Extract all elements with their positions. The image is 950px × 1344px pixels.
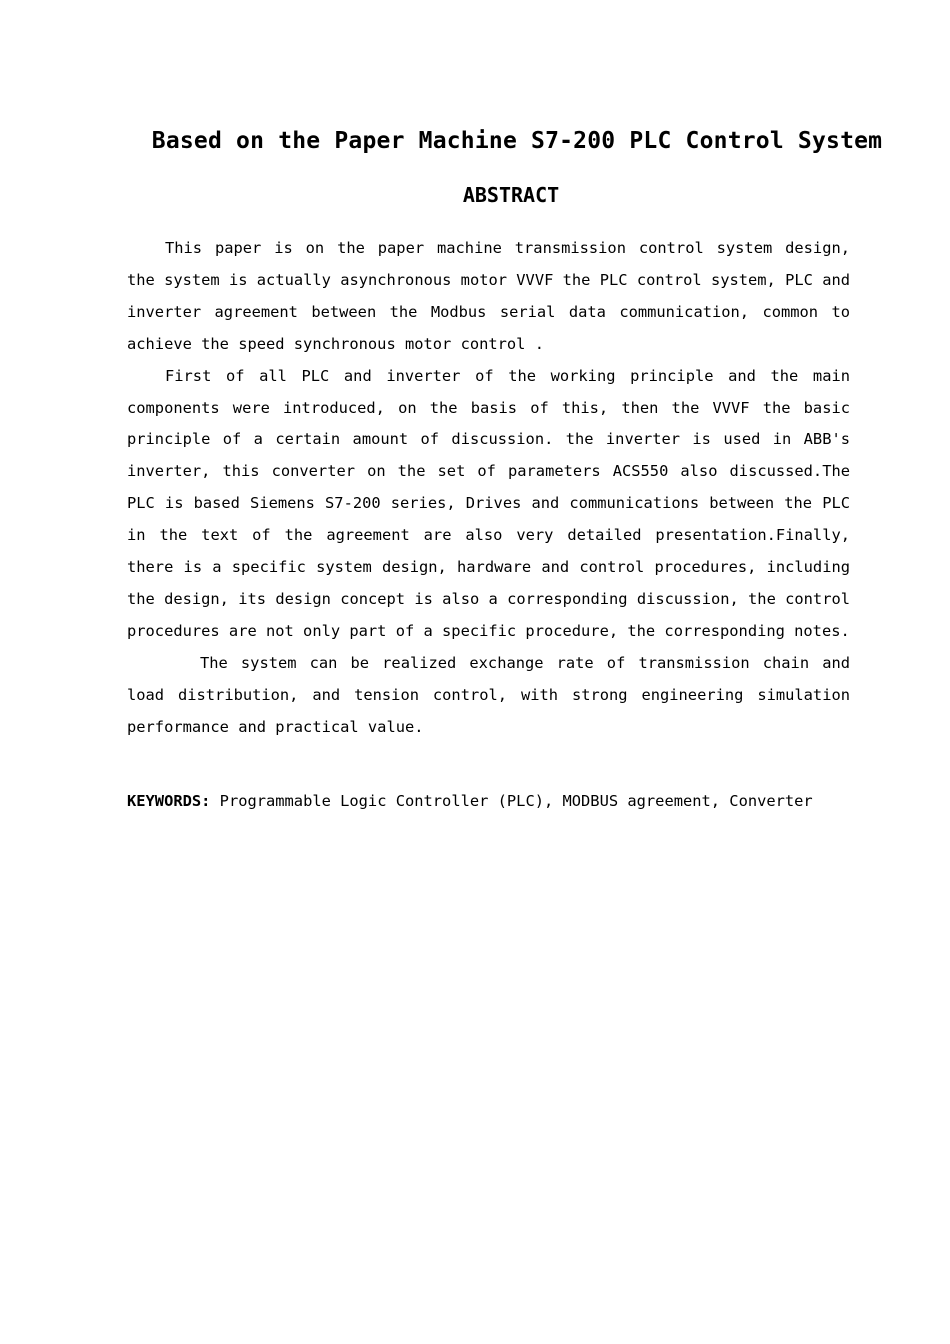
keywords-text: Programmable Logic Controller (PLC), MODBUS agreement, Converter <box>210 792 813 810</box>
abstract-body <box>127 233 850 744</box>
paper-title: Based on the Paper Machine S7-200 PLC Control System <box>151 128 883 154</box>
keywords-label: KEYWORDS: <box>127 792 211 810</box>
abstract-paragraph-3: The system can be realized exchange rate of transmission chain and load distribution, and tension control, with strong engineering simulation performance and practical value. <box>127 653 850 736</box>
keywords-line <box>127 788 887 814</box>
abstract-paragraph-1: This paper is on the paper machine transmission control system design, the system is actually asynchronous motor VVVF the PLC control system, PLC and inverter agreement between the Modbus serial data communication, common to achieve the speed synchronous motor control . <box>127 239 850 353</box>
abstract-heading: ABSTRACT <box>462 183 560 207</box>
abstract-paragraph-2: First of all PLC and inverter of the working principle and the main components were introduced, on the basis of this, then the VVVF the basic principle of a certain amount of discussion. the inverter is used in ABB's inverter, this converter on the set of parameters ACS550 also discussed.The PLC is based Siemens S7-200 series, Drives and communications between the PLC in the text of the agreement are also very detailed presentation.Finally, there is a specific system design, hardware and control procedures, including the design, its design concept is also a corresponding discussion, the control procedures are not only part of a specific procedure, the corresponding notes. <box>127 366 850 640</box>
